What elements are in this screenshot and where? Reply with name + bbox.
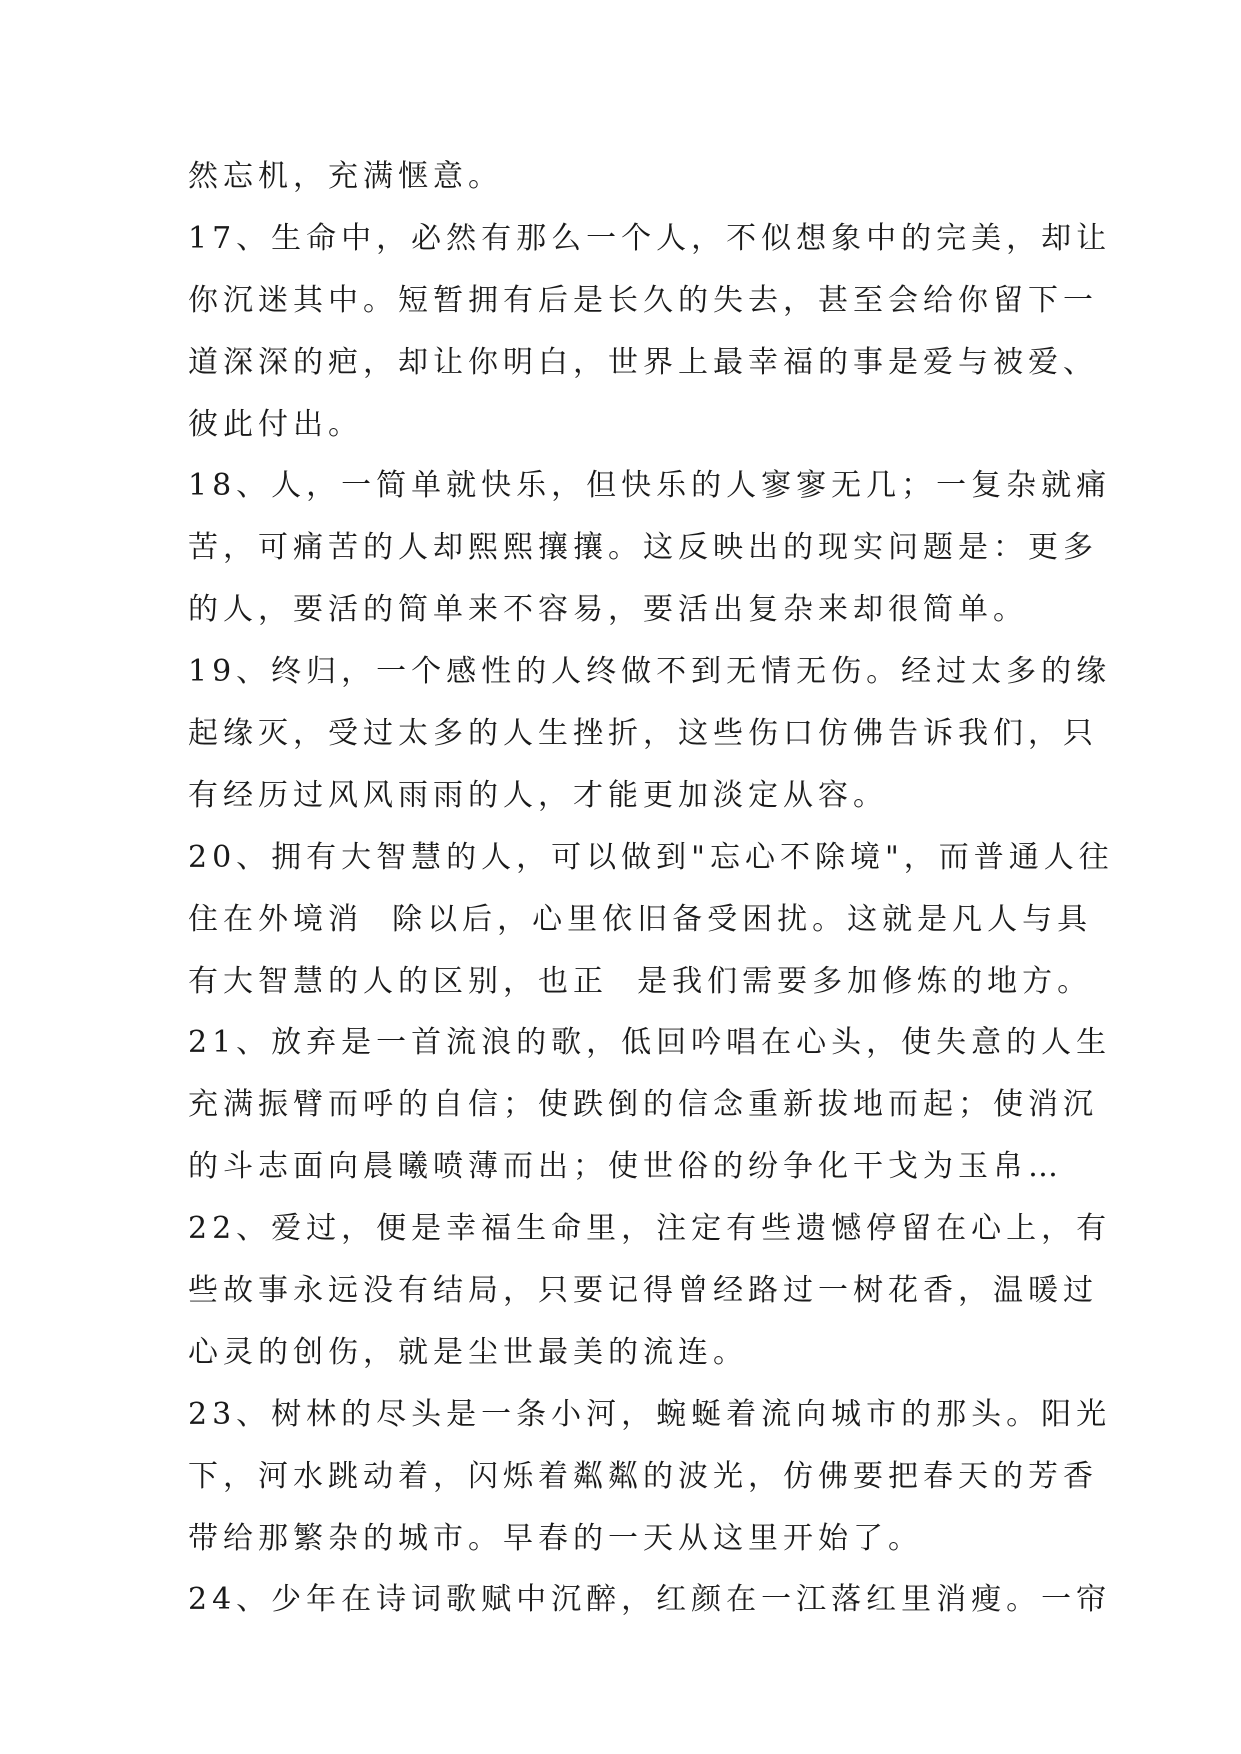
text-line: 彼此付出。: [188, 406, 363, 442]
text-line: 你沉迷其中。短暂拥有后是长久的失去，甚至会给你留下一: [188, 282, 1098, 318]
text-line: 23、树林的尽头是一条小河，蜿蜒着流向城市的那头。阳光: [188, 1396, 1112, 1432]
text-line: 的斗志面向晨曦喷薄而出；使世俗的纷争化干戈为玉帛…: [188, 1149, 1063, 1185]
text-line: 17、生命中，必然有那么一个人，不似想象中的完美，却让: [188, 220, 1112, 256]
text-line: 道深深的疤，却让你明白，世界上最幸福的事是爱与被爱、: [188, 344, 1098, 380]
text-line: 有经历过风风雨雨的人，才能更加淡定从容。: [188, 777, 888, 813]
text-line: 苦，可痛苦的人却熙熙攘攘。这反映出的现实问题是：更多: [188, 530, 1098, 566]
text-line: 带给那繁杂的城市。早春的一天从这里开始了。: [188, 1520, 923, 1556]
body-text: [188, 157, 1114, 1642]
text-line: 起缘灭，受过太多的人生挫折，这些伤口仿佛告诉我们，只: [188, 716, 1098, 752]
text-line: 住在外境消 除以后，心里依旧备受困扰。这就是凡人与具: [188, 901, 1093, 937]
text-line: 然忘机，充满惬意。: [188, 159, 503, 194]
text-line: 24、少年在诗词歌赋中沉醉，红颜在一江落红里消瘦。一帘: [188, 1582, 1112, 1618]
text-line: 些故事永远没有结局，只要记得曾经路过一树花香，温暖过: [188, 1273, 1098, 1309]
text-line: 20、拥有大智慧的人，可以做到"忘心不除境"，而普通人往: [188, 839, 1114, 875]
text-line: 有大智慧的人的区别，也正 是我们需要多加修炼的地方。: [188, 963, 1093, 999]
text-line: 充满振臂而呼的自信；使跌倒的信念重新拔地而起；使消沉: [188, 1087, 1098, 1123]
text-line: 19、终归，一个感性的人终做不到无情无伤。经过太多的缘: [188, 654, 1112, 690]
text-line: 下，河水跳动着，闪烁着粼粼的波光，仿佛要把春天的芳香: [188, 1458, 1098, 1494]
text-line: 21、放弃是一首流浪的歌，低回吟唱在心头，使失意的人生: [188, 1025, 1112, 1061]
text-line: 心灵的创伤，就是尘世最美的流连。: [188, 1334, 748, 1370]
text-line: 的人，要活的简单来不容易，要活出复杂来却很简单。: [188, 592, 1028, 628]
text-line: 18、人，一简单就快乐，但快乐的人寥寥无几；一复杂就痛: [188, 468, 1112, 504]
text-line: 22、爱过，便是幸福生命里，注定有些遗憾停留在心上，有: [188, 1211, 1112, 1247]
